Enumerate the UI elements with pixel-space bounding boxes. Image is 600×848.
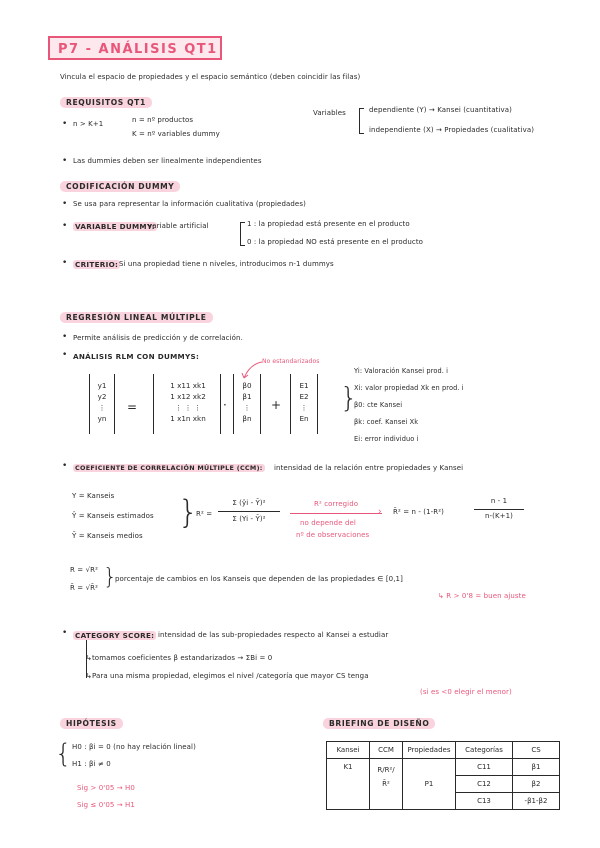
- variables-dep: dependiente (Y) → Kansei (cuantitativa): [369, 106, 512, 114]
- requisito-dummies: Las dummies deben ser linealmente independientes: [73, 157, 262, 165]
- r2c-arrow-icon: ›: [378, 507, 382, 517]
- r2c-note2: nº de observaciones: [296, 531, 370, 539]
- y-vector-cell: y2: [97, 392, 107, 401]
- ccm-brace-icon: }: [178, 493, 199, 531]
- criterio-label-wrap: [73, 260, 120, 269]
- table-header-cell: CS: [513, 742, 560, 759]
- requisito-n: n = nº productos: [132, 116, 194, 124]
- r2c-den: n-(K+1): [484, 512, 514, 520]
- briefing-table: [326, 741, 560, 810]
- x-matrix-row: 1 x11 xk1: [170, 381, 206, 390]
- var-dummy-label-wrap: [73, 222, 157, 231]
- pct-text: porcentaje de cambios en los Kanseis que dependen de las propiedades ∈ [0,1]: [115, 575, 403, 583]
- ajuste-text: ↳ R > 0'8 = buen ajuste: [438, 592, 526, 600]
- hipotesis-sig2: Sig ≤ 0'05 → H1: [77, 801, 135, 809]
- error-vector-cell: En: [299, 414, 309, 423]
- legend-item: Yi: Valoración Kansei prod. i: [354, 367, 449, 375]
- r-brace-icon: }: [103, 565, 117, 590]
- cs-cell: -β1-β2: [513, 793, 560, 810]
- dot-sign: ·: [223, 398, 227, 412]
- variables-bracket: [359, 108, 364, 134]
- r2c-lhs: R̄² = n - (1-R²): [393, 508, 445, 516]
- legend-item: Xi: valor propiedad Xk en prod. i: [354, 384, 464, 392]
- criterio-text: Si una propiedad tiene n niveles, introducimos n-1 dummys: [119, 260, 334, 268]
- regresion-heading: REGRESIÓN LINEAL MÚLTIPLE: [60, 312, 213, 323]
- bullet-icon: •: [62, 350, 68, 360]
- yhat-def: Ŷ = Kanseis estimados: [72, 512, 154, 520]
- ccm-text: intensidad de la relación entre propiedades y Kansei: [274, 464, 464, 472]
- ccm-label: COEFICIENTE DE CORRELACIÓN MÚLTIPLE (CCM):: [75, 464, 263, 472]
- criterio-label: CRITERIO:: [75, 260, 119, 269]
- cs-cell: β1: [513, 759, 560, 776]
- table-header-cell: CCM: [370, 742, 403, 759]
- var-dummy-text: variable artificial: [148, 222, 209, 230]
- ccm-label-wrap: [73, 464, 265, 472]
- r2c-arrow-line: [290, 513, 382, 514]
- x-matrix-row: 1 x1n xkn: [170, 414, 206, 423]
- x-matrix-row: 1 x12 xk2: [170, 392, 206, 401]
- r2-fraction-line: [218, 511, 280, 512]
- variables-label: Variables: [313, 109, 346, 117]
- r2c-label: R² corregido: [314, 500, 359, 508]
- beta-vector-cell: β1: [242, 392, 252, 401]
- page-title: P7 - ANÁLISIS QT1: [48, 36, 222, 60]
- cs-step2: ↳Para una misma propiedad, elegimos el nivel /categoría que mayor CS tenga: [86, 672, 369, 680]
- category-cell: C12: [456, 776, 513, 793]
- table-header-cell: Kansei: [327, 742, 370, 759]
- bullet-icon: •: [62, 119, 68, 129]
- bullet-icon: •: [62, 221, 68, 231]
- cs-step1: ↳tomamos coeficientes β estandarizados → ΣBi = 0: [86, 654, 273, 662]
- bullet-icon: •: [62, 258, 68, 268]
- equals-sign: =: [127, 400, 138, 414]
- requisito-ineq: n > K+1: [73, 120, 104, 128]
- cs-note: (si es <0 elegir el menor): [420, 688, 512, 696]
- beta-vector-cell: ⋮: [243, 403, 251, 412]
- beta-vector-cell: βn: [242, 414, 252, 423]
- requisitos-heading: REQUISITOS QT1: [60, 97, 152, 108]
- y-vector-cell: ⋮: [98, 403, 106, 412]
- variables-indep: independiente (X) → Propiedades (cualitativa): [369, 126, 535, 134]
- briefing-heading: BRIEFING DE DISEÑO: [323, 718, 435, 729]
- category-cell: C11: [456, 759, 513, 776]
- no-std-label: No estandarizados: [262, 358, 320, 365]
- cs-label: CATEGORY SCORE:: [75, 631, 155, 640]
- hipotesis-brace-icon: {: [55, 739, 72, 769]
- analisis-label: ANÁLISIS RLM CON DUMMYS:: [73, 352, 200, 361]
- kansei-cell: K1: [327, 759, 370, 810]
- r-def: R = √R²: [70, 566, 99, 574]
- hipotesis-h1: H1 : βi ≠ 0: [72, 760, 111, 768]
- y-def: Y = Kanseis: [72, 492, 115, 500]
- intro-text: Vincula el espacio de propiedades y el espacio semántico (deben coincidir las filas): [60, 73, 361, 81]
- legend-item: Ei: error individuo i: [354, 435, 419, 443]
- bullet-icon: •: [62, 628, 68, 638]
- ccm-cell-line2: R̄²: [382, 780, 390, 788]
- beta-vector-cell: β0: [242, 381, 252, 390]
- table-header-cell: Categorías: [456, 742, 513, 759]
- category-cell: C13: [456, 793, 513, 810]
- codificacion-heading: CODIFICACIÓN DUMMY: [60, 181, 180, 192]
- hipotesis-h0: H0 : βi = 0 (no hay relación lineal): [72, 743, 196, 751]
- regresion-permite: Permite análisis de predicción y de correlación.: [73, 334, 243, 342]
- table-header-cell: Propiedades: [403, 742, 456, 759]
- r2c-num: n - 1: [490, 497, 508, 505]
- legend-item: βk: coef. Kansei Xk: [354, 418, 419, 426]
- r2-num: Σ (ŷi - Ȳ)²: [232, 499, 266, 507]
- ybar-def: Ȳ = Kanseis medios: [72, 532, 143, 540]
- var-dummy-label: VARIABLE DUMMY:: [75, 222, 155, 231]
- prop-cell: P1: [403, 759, 456, 810]
- hipotesis-sig1: Sig > 0'05 → H0: [77, 784, 135, 792]
- codificacion-uso: Se usa para representar la información cualitativa (propiedades): [73, 200, 306, 208]
- y-vector-cell: y1: [97, 381, 107, 390]
- ccm-cell-line1: R/R²/: [377, 766, 395, 774]
- x-matrix-row: ⋮ ⋮ ⋮: [174, 403, 202, 412]
- error-vector-cell: E1: [299, 381, 309, 390]
- hipotesis-heading: HIPÓTESIS: [60, 718, 123, 729]
- bullet-icon: •: [62, 461, 68, 471]
- table-header-row: [327, 742, 560, 759]
- legend-item: β0: cte Kansei: [354, 401, 403, 409]
- y-vector-cell: yn: [97, 414, 107, 423]
- error-vector-cell: E2: [299, 392, 309, 401]
- ccm-cell: [370, 759, 403, 810]
- plus-sign: +: [271, 398, 282, 412]
- dummy-bracket: [240, 222, 245, 246]
- r2-lhs: R² =: [196, 510, 213, 518]
- dummy-opt0: 0 : la propiedad NO está presente en el producto: [247, 238, 424, 246]
- bullet-icon: •: [62, 332, 68, 342]
- error-vector-cell: ⋮: [300, 403, 308, 412]
- cs-label-wrap: [73, 631, 156, 640]
- legend-brace-icon: }: [340, 381, 358, 414]
- dummy-opt1: 1 : la propiedad está presente en el producto: [247, 220, 410, 228]
- r2-den: Σ (Yi - Ȳ)²: [232, 515, 266, 523]
- requisito-k: K = nº variables dummy: [132, 130, 220, 138]
- cs-text: intensidad de las sub-propiedades respecto al Kansei a estudiar: [158, 631, 389, 639]
- r2c-fraction-line: [474, 509, 524, 510]
- table-row: [327, 759, 560, 776]
- rbar-def: R̄ = √R̄²: [70, 584, 99, 592]
- r2c-note1: no depende del: [300, 519, 356, 527]
- bullet-icon: •: [62, 156, 68, 166]
- cs-cell: β2: [513, 776, 560, 793]
- bullet-icon: •: [62, 199, 68, 209]
